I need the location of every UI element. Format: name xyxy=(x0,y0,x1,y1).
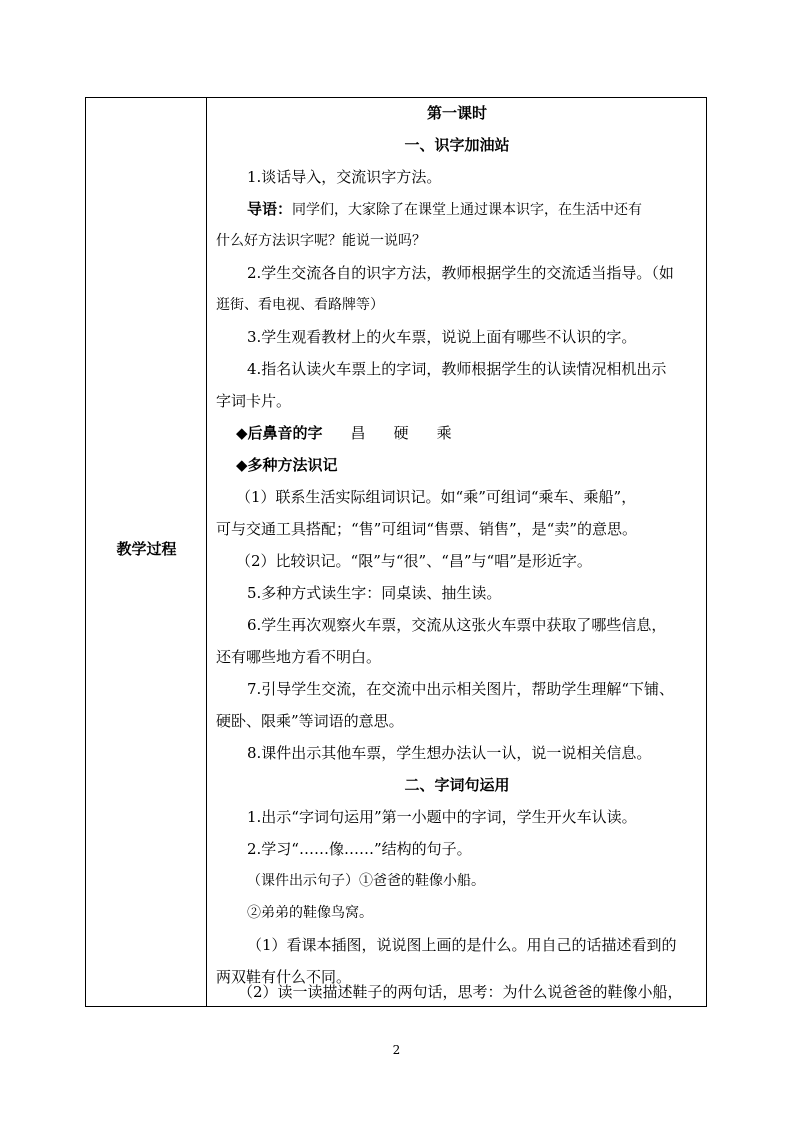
intro-line xyxy=(216,199,700,220)
step-8: 8.课件出示其他车票，学生想办法认一认，说一说相关信息。 xyxy=(247,744,652,762)
method-1: （1）联系生活实际组词识记。如“乘”可组词“乘车、乘船”， xyxy=(236,488,637,506)
nasal-chars-line xyxy=(216,423,700,443)
step-2: 2.学生交流各自的识字方法，教师根据学生的交流适当指导。（如 xyxy=(247,264,674,282)
content-cell xyxy=(208,98,706,1006)
s2-sub-1-cont: 两双鞋有什么不同。 xyxy=(216,968,352,986)
teaching-process-label: 教学过程 xyxy=(116,540,177,558)
intro-line-2: 什么好方法识字呢？能说一说吗？ xyxy=(216,233,426,249)
lesson-title: 第一课时 xyxy=(426,104,487,122)
method-1-cont: 可与交通工具搭配；“售”可组词“售票、销售”，是“卖”的意思。 xyxy=(216,520,638,538)
s2-step-1: 1.出示“字词句运用”第一小题中的字词，学生开火车认读。 xyxy=(247,808,637,826)
step-1: 1.谈话导入，交流识字方法。 xyxy=(247,168,442,186)
step-2-cont: 逛街、看电视、看路牌等） xyxy=(216,297,384,313)
step-4-cont: 字词卡片。 xyxy=(216,392,292,410)
step-7-cont: 硬卧、限乘”等词语的意思。 xyxy=(216,712,404,730)
s2-step-2: 2.学习“……像……”结构的句子。 xyxy=(247,840,472,858)
step-5: 5.多种方式读生字：同桌读、抽生读。 xyxy=(247,584,502,602)
section2-title: 二、字词句运用 xyxy=(404,776,510,794)
section1-title: 一、识字加油站 xyxy=(404,136,510,154)
step-6-cont: 还有哪些地方看不明白。 xyxy=(216,648,382,666)
lesson-table xyxy=(85,97,707,1007)
s2-sub-2: （2）读一读描述鞋子的两句话，思考：为什么说爸爸的鞋像小船， xyxy=(238,983,683,1001)
char-2: 硬 xyxy=(393,424,409,442)
page-number: 2 xyxy=(392,1043,401,1057)
step-7: 7.引导学生交流，在交流中出示相关图片，帮助学生理解“下铺、 xyxy=(247,680,674,698)
sentence-1: （课件出示句子）①爸爸的鞋像小船。 xyxy=(247,873,485,889)
left-label-cell xyxy=(86,98,207,1006)
intro-label: 导语： xyxy=(247,200,293,218)
char-3: 乘 xyxy=(436,424,452,442)
methods-heading: ◆多种方法识记 xyxy=(236,456,338,474)
step-4: 4.指名认读火车票上的字词，教师根据学生的认读情况相机出示 xyxy=(247,360,667,378)
nasal-chars-label: ◆后鼻音的字 xyxy=(236,424,323,442)
method-2: （2）比较识记。“限”与“很”、“昌”与“唱”是形近字。 xyxy=(236,552,592,570)
step-3: 3.学生观看教材上的火车票，说说上面有哪些不认识的字。 xyxy=(247,328,637,346)
step-6: 6.学生再次观察火车票，交流从这张火车票中获取了哪些信息， xyxy=(247,616,667,634)
intro-text: 同学们，大家除了在课堂上通过课本识字，在生活中还有 xyxy=(292,202,643,218)
char-1: 昌 xyxy=(350,424,366,442)
s2-sub-1: （1）看课本插图，说说图上画的是什么。用自己的话描述看到的 xyxy=(247,936,677,954)
sentence-2: ②弟弟的鞋像鸟窝。 xyxy=(247,905,373,921)
